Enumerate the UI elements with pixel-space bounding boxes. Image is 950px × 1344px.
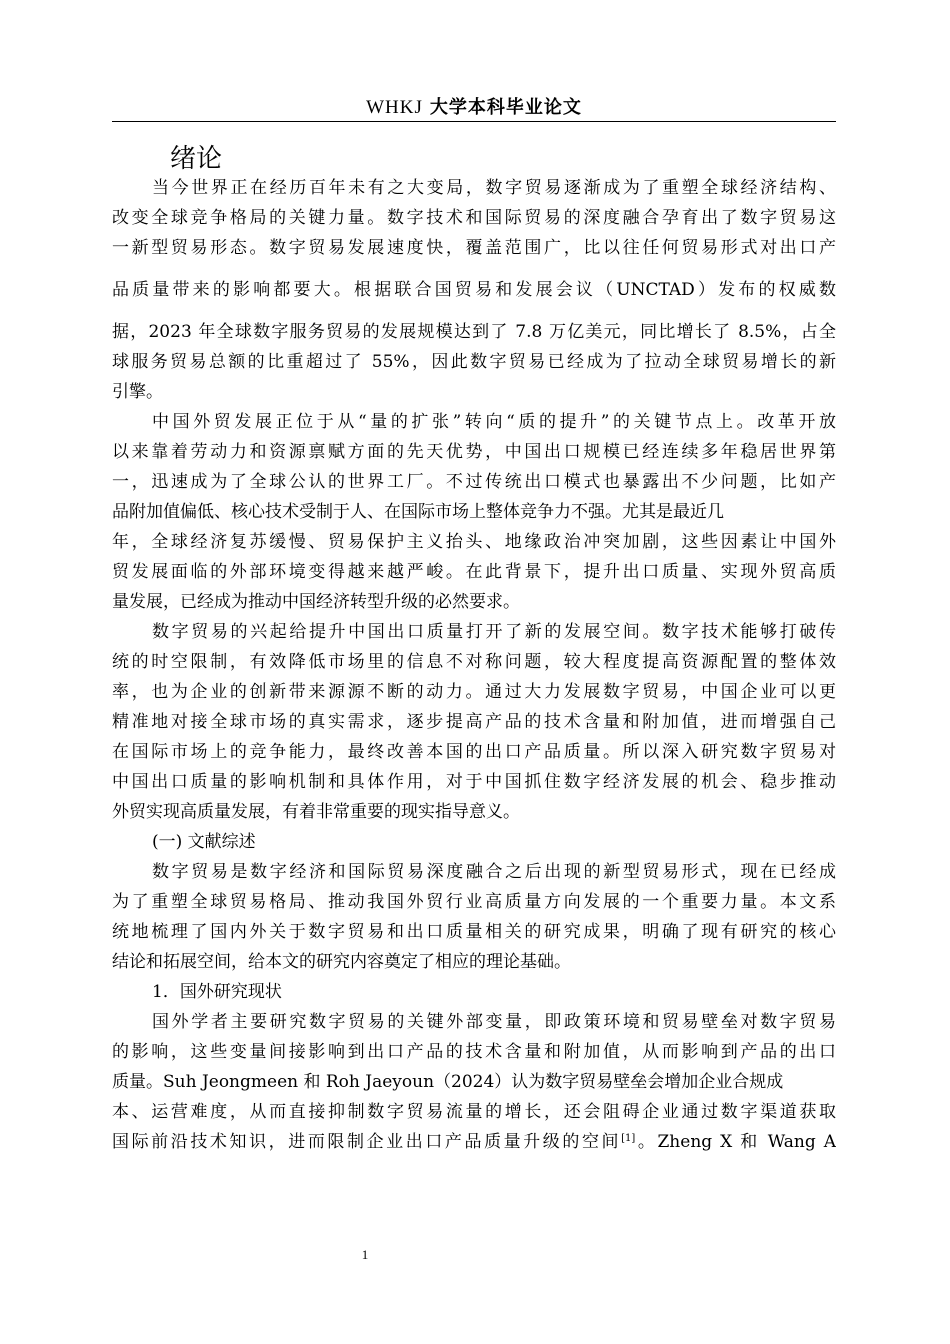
header-rule [112, 121, 836, 122]
text-line [112, 497, 836, 527]
text-line-content: 球服务贸易总额的比重超过了 55%，因此数字贸易已经成为了拉动全球贸易增长的新 [112, 352, 836, 372]
text-line-content: 数字贸易的兴起给提升中国出口质量打开了新的发展空间。数字技术能够打破传 [152, 622, 836, 642]
text-line-content: 结论和拓展空间，给本文的研究内容奠定了相应的理论基础。 [112, 952, 571, 972]
text-line [112, 1007, 836, 1037]
text-line-content: 量发展，已经成为推动中国经济转型升级的必然要求。 [112, 592, 520, 612]
text-line [112, 1067, 836, 1097]
text-line-content: 质量。Suh Jeongmeen 和 Roh Jaeyoun（2024）认为数字贸易壁垒会增加企业合规成 [112, 1072, 784, 1092]
section-heading: 绪论 [170, 144, 223, 174]
text-line-content: 以来靠着劳动力和资源禀赋方面的先天优势，中国出口规模已经连续多年稳居世界第 [112, 442, 836, 462]
text-line-content: 统的时空限制，有效降低市场里的信息不对称问题，较大程度提高资源配置的整体效 [112, 652, 836, 672]
text-line-content: 引擎。 [112, 382, 163, 402]
text-line [112, 407, 836, 437]
text-line [112, 857, 836, 887]
text-line-content: 为了重塑全球贸易格局、推动我国外贸行业高质量方向发展的一个重要力量。本文系 [112, 892, 836, 912]
text-line [112, 677, 836, 707]
text-line [112, 437, 836, 467]
header-abbr: WHKJ [366, 97, 423, 118]
text-line-content: 年，全球经济复苏缓慢、贸易保护主义抬头、地缘政治冲突加剧，这些因素让中国外 [112, 532, 836, 552]
text-line-content: 精准地对接全球市场的真实需求，逐步提高产品的技术含量和附加值，进而增强自己 [112, 712, 836, 732]
text-line-content: (一) 文献综述 [152, 832, 256, 852]
text-line [112, 617, 836, 647]
text-line [112, 527, 836, 557]
text-line-content: 品附加值偏低、核心技术受制于人、在国际市场上整体竞争力不强。尤其是最近几 [112, 502, 724, 522]
text-line-content: 统地梳理了国内外关于数字贸易和出口质量相关的研究成果，明确了现有研究的核心 [112, 922, 836, 942]
citation-marker: [1] [621, 1133, 636, 1144]
text-line [112, 587, 836, 617]
text-line [112, 557, 836, 587]
text-line-content: 品质量带来的影响都要大。根据联合国贸易和发展会议（UNCTAD）发布的权威数 [112, 280, 836, 300]
header-title: 大学本科毕业论文 [429, 97, 582, 118]
text-line [112, 347, 836, 377]
text-line [112, 767, 836, 797]
text-line [112, 1097, 836, 1127]
text-line [112, 947, 836, 977]
page-header [112, 92, 836, 122]
text-line [112, 977, 836, 1007]
text-line [112, 1037, 836, 1067]
page-number: 1 [361, 1247, 369, 1262]
text-line [112, 707, 836, 737]
text-line [112, 203, 836, 233]
text-line-content: 的影响，这些变量间接影响到出口产品的技术含量和附加值，从而影响到产品的出口 [112, 1042, 836, 1062]
text-line [112, 1127, 836, 1157]
text-line-content: 中国外贸发展正位于从“量的扩张”转向“质的提升”的关键节点上。改革开放 [152, 412, 836, 432]
text-line [112, 467, 836, 497]
text-line-content: 一新型贸易形态。数字贸易发展速度快，覆盖范围广，比以往任何贸易形式对出口产 [112, 238, 836, 258]
text-line [112, 647, 836, 677]
text-line-content: 国外学者主要研究数字贸易的关键外部变量，即政策环境和贸易壁垒对数字贸易 [152, 1012, 836, 1032]
text-line [112, 275, 836, 305]
text-line-content: 国际前沿技术知识，进而限制企业出口产品质量升级的空间 [112, 1132, 622, 1152]
text-line-content: 一，迅速成为了全球公认的世界工厂。不过传统出口模式也暴露出不少问题，比如产 [112, 472, 836, 492]
text-line-content: 中国出口质量的影响机制和具体作用，对于中国抓住数字经济发展的机会、稳步推动 [112, 772, 836, 792]
text-line [112, 173, 836, 203]
text-line [112, 797, 836, 827]
text-line [112, 737, 836, 767]
text-line [112, 317, 836, 347]
text-line [112, 887, 836, 917]
text-line [112, 377, 836, 407]
text-line-content: 在国际市场上的竞争能力，最终改善本国的出口产品质量。所以深入研究数字贸易对 [112, 742, 836, 762]
text-line-content: 外贸实现高质量发展，有着非常重要的现实指导意义。 [112, 802, 520, 822]
text-line-content: 1．国外研究现状 [152, 982, 282, 1002]
text-line-content: 率，也为企业的创新带来源源不断的动力。通过大力发展数字贸易，中国企业可以更 [112, 682, 836, 702]
text-line [112, 827, 836, 857]
text-line-content: 本、运营难度，从而直接抑制数字贸易流量的增长，还会阻碍企业通过数字渠道获取 [112, 1102, 836, 1122]
text-line-content: 当今世界正在经历百年未有之大变局，数字贸易逐渐成为了重塑全球经济结构、 [152, 178, 836, 198]
text-line-content: 据，2023 年全球数字服务贸易的发展规模达到了 7.8 万亿美元，同比增长了 8.5%，占全 [112, 322, 836, 342]
text-line [112, 917, 836, 947]
text-line-content: 贸发展面临的外部环境变得越来越严峻。在此背景下，提升出口质量、实现外贸高质 [112, 562, 836, 582]
text-line [112, 233, 836, 263]
text-line-continuation: 。Zheng X 和 Wang A [635, 1132, 836, 1152]
text-line-content: 改变全球竞争格局的关键力量。数字技术和国际贸易的深度融合孕育出了数字贸易这 [112, 208, 836, 228]
text-line-content: 数字贸易是数字经济和国际贸易深度融合之后出现的新型贸易形式，现在已经成 [152, 862, 836, 882]
